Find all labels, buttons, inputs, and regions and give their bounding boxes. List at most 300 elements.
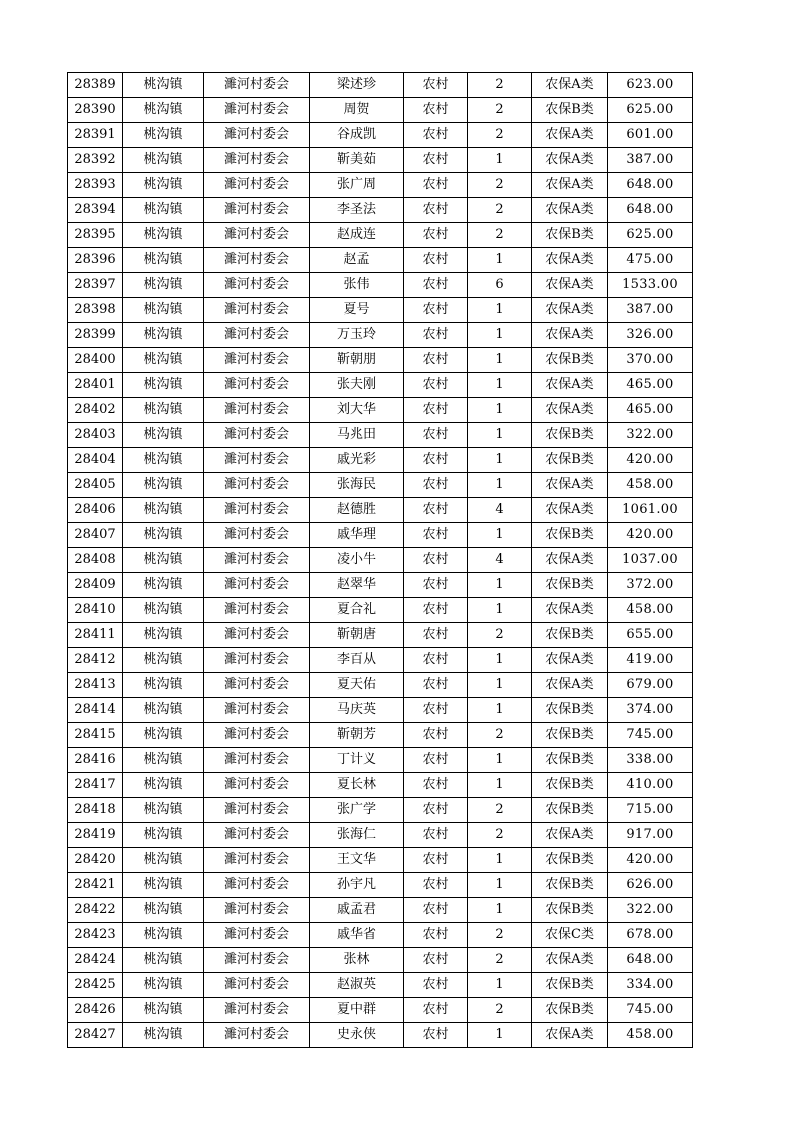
table-row: [68, 73, 693, 98]
household-type-cell: 农村: [404, 473, 468, 498]
people-count-cell: 1: [468, 598, 532, 623]
household-type-cell: 农村: [404, 998, 468, 1023]
household-type-cell: 农村: [404, 723, 468, 748]
people-count-cell: 2: [468, 948, 532, 973]
people-count-cell: 6: [468, 273, 532, 298]
name-cell: 李圣法: [310, 198, 404, 223]
village-committee-cell: 濉河村委会: [204, 248, 310, 273]
serial-number-cell: 28427: [68, 1023, 123, 1048]
town-cell: 桃沟镇: [123, 523, 204, 548]
amount-cell: 601.00: [608, 123, 693, 148]
people-count-cell: 1: [468, 673, 532, 698]
village-committee-cell: 濉河村委会: [204, 773, 310, 798]
household-type-cell: 农村: [404, 973, 468, 998]
table-row: [68, 623, 693, 648]
people-count-cell: 1: [468, 148, 532, 173]
insurance-category-cell: 农保A类: [532, 173, 608, 198]
household-type-cell: 农村: [404, 498, 468, 523]
amount-cell: 648.00: [608, 173, 693, 198]
people-count-cell: 2: [468, 923, 532, 948]
people-count-cell: 1: [468, 323, 532, 348]
table-row: [68, 798, 693, 823]
village-committee-cell: 濉河村委会: [204, 598, 310, 623]
village-committee-cell: 濉河村委会: [204, 573, 310, 598]
village-committee-cell: 濉河村委会: [204, 798, 310, 823]
amount-cell: 626.00: [608, 873, 693, 898]
village-committee-cell: 濉河村委会: [204, 373, 310, 398]
amount-cell: 326.00: [608, 323, 693, 348]
amount-cell: 679.00: [608, 673, 693, 698]
insurance-category-cell: 农保A类: [532, 273, 608, 298]
serial-number-cell: 28402: [68, 398, 123, 423]
town-cell: 桃沟镇: [123, 773, 204, 798]
town-cell: 桃沟镇: [123, 123, 204, 148]
town-cell: 桃沟镇: [123, 273, 204, 298]
amount-cell: 475.00: [608, 248, 693, 273]
people-count-cell: 1: [468, 848, 532, 873]
town-cell: 桃沟镇: [123, 1023, 204, 1048]
serial-number-cell: 28409: [68, 573, 123, 598]
household-type-cell: 农村: [404, 523, 468, 548]
people-count-cell: 2: [468, 998, 532, 1023]
people-count-cell: 1: [468, 648, 532, 673]
insurance-category-cell: 农保B类: [532, 448, 608, 473]
serial-number-cell: 28426: [68, 998, 123, 1023]
village-committee-cell: 濉河村委会: [204, 548, 310, 573]
insurance-category-cell: 农保B类: [532, 223, 608, 248]
village-committee-cell: 濉河村委会: [204, 873, 310, 898]
relief-roster-table: [67, 72, 693, 1048]
insurance-category-cell: 农保A类: [532, 398, 608, 423]
name-cell: 李百从: [310, 648, 404, 673]
serial-number-cell: 28393: [68, 173, 123, 198]
household-type-cell: 农村: [404, 173, 468, 198]
table-row: [68, 773, 693, 798]
people-count-cell: 1: [468, 423, 532, 448]
household-type-cell: 农村: [404, 248, 468, 273]
household-type-cell: 农村: [404, 623, 468, 648]
town-cell: 桃沟镇: [123, 298, 204, 323]
name-cell: 谷成凯: [310, 123, 404, 148]
name-cell: 靳美茹: [310, 148, 404, 173]
amount-cell: 1533.00: [608, 273, 693, 298]
table-row: [68, 473, 693, 498]
insurance-category-cell: 农保C类: [532, 923, 608, 948]
table-row: [68, 873, 693, 898]
serial-number-cell: 28420: [68, 848, 123, 873]
amount-cell: 410.00: [608, 773, 693, 798]
household-type-cell: 农村: [404, 298, 468, 323]
insurance-category-cell: 农保A类: [532, 648, 608, 673]
table-row: [68, 1023, 693, 1048]
household-type-cell: 农村: [404, 648, 468, 673]
town-cell: 桃沟镇: [123, 823, 204, 848]
village-committee-cell: 濉河村委会: [204, 473, 310, 498]
insurance-category-cell: 农保A类: [532, 1023, 608, 1048]
amount-cell: 715.00: [608, 798, 693, 823]
amount-cell: 625.00: [608, 223, 693, 248]
amount-cell: 419.00: [608, 648, 693, 673]
name-cell: 孙宇凡: [310, 873, 404, 898]
serial-number-cell: 28419: [68, 823, 123, 848]
village-committee-cell: 濉河村委会: [204, 673, 310, 698]
table-row: [68, 123, 693, 148]
name-cell: 王文华: [310, 848, 404, 873]
serial-number-cell: 28413: [68, 673, 123, 698]
table-row: [68, 148, 693, 173]
amount-cell: 917.00: [608, 823, 693, 848]
name-cell: 靳朝朋: [310, 348, 404, 373]
name-cell: 戚孟君: [310, 898, 404, 923]
serial-number-cell: 28399: [68, 323, 123, 348]
town-cell: 桃沟镇: [123, 398, 204, 423]
name-cell: 赵淑英: [310, 973, 404, 998]
people-count-cell: 4: [468, 498, 532, 523]
household-type-cell: 农村: [404, 773, 468, 798]
amount-cell: 648.00: [608, 948, 693, 973]
name-cell: 周贺: [310, 98, 404, 123]
amount-cell: 465.00: [608, 398, 693, 423]
insurance-category-cell: 农保B类: [532, 998, 608, 1023]
household-type-cell: 农村: [404, 923, 468, 948]
serial-number-cell: 28421: [68, 873, 123, 898]
people-count-cell: 1: [468, 973, 532, 998]
town-cell: 桃沟镇: [123, 148, 204, 173]
table-row: [68, 448, 693, 473]
serial-number-cell: 28404: [68, 448, 123, 473]
people-count-cell: 2: [468, 123, 532, 148]
insurance-category-cell: 农保B类: [532, 848, 608, 873]
table-row: [68, 823, 693, 848]
name-cell: 张广周: [310, 173, 404, 198]
village-committee-cell: 濉河村委会: [204, 173, 310, 198]
household-type-cell: 农村: [404, 548, 468, 573]
household-type-cell: 农村: [404, 423, 468, 448]
amount-cell: 338.00: [608, 748, 693, 773]
household-type-cell: 农村: [404, 698, 468, 723]
serial-number-cell: 28425: [68, 973, 123, 998]
serial-number-cell: 28398: [68, 298, 123, 323]
amount-cell: 420.00: [608, 448, 693, 473]
household-type-cell: 农村: [404, 848, 468, 873]
household-type-cell: 农村: [404, 873, 468, 898]
insurance-category-cell: 农保A类: [532, 823, 608, 848]
people-count-cell: 1: [468, 898, 532, 923]
town-cell: 桃沟镇: [123, 698, 204, 723]
people-count-cell: 1: [468, 573, 532, 598]
amount-cell: 745.00: [608, 998, 693, 1023]
household-type-cell: 农村: [404, 373, 468, 398]
serial-number-cell: 28416: [68, 748, 123, 773]
household-type-cell: 农村: [404, 348, 468, 373]
name-cell: 丁计义: [310, 748, 404, 773]
people-count-cell: 2: [468, 798, 532, 823]
insurance-category-cell: 农保B类: [532, 573, 608, 598]
village-committee-cell: 濉河村委会: [204, 98, 310, 123]
household-type-cell: 农村: [404, 73, 468, 98]
serial-number-cell: 28408: [68, 548, 123, 573]
serial-number-cell: 28415: [68, 723, 123, 748]
village-committee-cell: 濉河村委会: [204, 198, 310, 223]
village-committee-cell: 濉河村委会: [204, 448, 310, 473]
table-row: [68, 648, 693, 673]
table-row: [68, 98, 693, 123]
amount-cell: 1037.00: [608, 548, 693, 573]
name-cell: 凌小牛: [310, 548, 404, 573]
people-count-cell: 1: [468, 748, 532, 773]
people-count-cell: 2: [468, 98, 532, 123]
insurance-category-cell: 农保A类: [532, 148, 608, 173]
village-committee-cell: 濉河村委会: [204, 73, 310, 98]
serial-number-cell: 28394: [68, 198, 123, 223]
table-row: [68, 498, 693, 523]
amount-cell: 420.00: [608, 848, 693, 873]
amount-cell: 370.00: [608, 348, 693, 373]
serial-number-cell: 28401: [68, 373, 123, 398]
people-count-cell: 2: [468, 223, 532, 248]
name-cell: 戚华理: [310, 523, 404, 548]
serial-number-cell: 28410: [68, 598, 123, 623]
village-committee-cell: 濉河村委会: [204, 648, 310, 673]
insurance-category-cell: 农保A类: [532, 548, 608, 573]
name-cell: 夏号: [310, 298, 404, 323]
name-cell: 梁述珍: [310, 73, 404, 98]
amount-cell: 625.00: [608, 98, 693, 123]
amount-cell: 334.00: [608, 973, 693, 998]
insurance-category-cell: 农保B类: [532, 973, 608, 998]
name-cell: 赵成连: [310, 223, 404, 248]
amount-cell: 458.00: [608, 1023, 693, 1048]
amount-cell: 372.00: [608, 573, 693, 598]
town-cell: 桃沟镇: [123, 173, 204, 198]
town-cell: 桃沟镇: [123, 373, 204, 398]
household-type-cell: 农村: [404, 123, 468, 148]
table-row: [68, 973, 693, 998]
village-committee-cell: 濉河村委会: [204, 723, 310, 748]
town-cell: 桃沟镇: [123, 973, 204, 998]
table-row: [68, 198, 693, 223]
table-row: [68, 998, 693, 1023]
serial-number-cell: 28422: [68, 898, 123, 923]
table-body: [68, 73, 693, 1048]
name-cell: 靳朝唐: [310, 623, 404, 648]
amount-cell: 623.00: [608, 73, 693, 98]
name-cell: 马兆田: [310, 423, 404, 448]
insurance-category-cell: 农保B类: [532, 423, 608, 448]
serial-number-cell: 28411: [68, 623, 123, 648]
table-row: [68, 898, 693, 923]
table-row: [68, 723, 693, 748]
name-cell: 赵孟: [310, 248, 404, 273]
village-committee-cell: 濉河村委会: [204, 273, 310, 298]
table-row: [68, 548, 693, 573]
table-row: [68, 248, 693, 273]
name-cell: 靳朝芳: [310, 723, 404, 748]
insurance-category-cell: 农保A类: [532, 123, 608, 148]
village-committee-cell: 濉河村委会: [204, 298, 310, 323]
name-cell: 刘大华: [310, 398, 404, 423]
name-cell: 张伟: [310, 273, 404, 298]
people-count-cell: 2: [468, 198, 532, 223]
people-count-cell: 2: [468, 723, 532, 748]
insurance-category-cell: 农保B类: [532, 623, 608, 648]
insurance-category-cell: 农保A类: [532, 248, 608, 273]
name-cell: 史永侠: [310, 1023, 404, 1048]
people-count-cell: 1: [468, 298, 532, 323]
people-count-cell: 1: [468, 348, 532, 373]
town-cell: 桃沟镇: [123, 198, 204, 223]
people-count-cell: 2: [468, 623, 532, 648]
serial-number-cell: 28396: [68, 248, 123, 273]
amount-cell: 374.00: [608, 698, 693, 723]
name-cell: 万玉玲: [310, 323, 404, 348]
household-type-cell: 农村: [404, 323, 468, 348]
people-count-cell: 1: [468, 473, 532, 498]
insurance-category-cell: 农保B类: [532, 748, 608, 773]
amount-cell: 648.00: [608, 198, 693, 223]
serial-number-cell: 28390: [68, 98, 123, 123]
people-count-cell: 1: [468, 1023, 532, 1048]
name-cell: 张广学: [310, 798, 404, 823]
serial-number-cell: 28397: [68, 273, 123, 298]
town-cell: 桃沟镇: [123, 548, 204, 573]
table-row: [68, 398, 693, 423]
household-type-cell: 农村: [404, 148, 468, 173]
town-cell: 桃沟镇: [123, 323, 204, 348]
town-cell: 桃沟镇: [123, 623, 204, 648]
people-count-cell: 1: [468, 248, 532, 273]
town-cell: 桃沟镇: [123, 673, 204, 698]
table-row: [68, 223, 693, 248]
people-count-cell: 1: [468, 373, 532, 398]
people-count-cell: 1: [468, 448, 532, 473]
town-cell: 桃沟镇: [123, 573, 204, 598]
town-cell: 桃沟镇: [123, 73, 204, 98]
insurance-category-cell: 农保A类: [532, 473, 608, 498]
village-committee-cell: 濉河村委会: [204, 748, 310, 773]
village-committee-cell: 濉河村委会: [204, 923, 310, 948]
amount-cell: 745.00: [608, 723, 693, 748]
insurance-category-cell: 农保A类: [532, 673, 608, 698]
town-cell: 桃沟镇: [123, 598, 204, 623]
table-row: [68, 373, 693, 398]
table-row: [68, 573, 693, 598]
village-committee-cell: 濉河村委会: [204, 848, 310, 873]
household-type-cell: 农村: [404, 948, 468, 973]
amount-cell: 322.00: [608, 423, 693, 448]
village-committee-cell: 濉河村委会: [204, 623, 310, 648]
town-cell: 桃沟镇: [123, 873, 204, 898]
village-committee-cell: 濉河村委会: [204, 123, 310, 148]
table-row: [68, 948, 693, 973]
table-row: [68, 173, 693, 198]
people-count-cell: 2: [468, 823, 532, 848]
insurance-category-cell: 农保A类: [532, 498, 608, 523]
village-committee-cell: 濉河村委会: [204, 523, 310, 548]
town-cell: 桃沟镇: [123, 223, 204, 248]
household-type-cell: 农村: [404, 573, 468, 598]
village-committee-cell: 濉河村委会: [204, 998, 310, 1023]
table-row: [68, 323, 693, 348]
insurance-category-cell: 农保B类: [532, 723, 608, 748]
town-cell: 桃沟镇: [123, 723, 204, 748]
serial-number-cell: 28417: [68, 773, 123, 798]
insurance-category-cell: 农保A类: [532, 373, 608, 398]
amount-cell: 387.00: [608, 148, 693, 173]
serial-number-cell: 28407: [68, 523, 123, 548]
insurance-category-cell: 农保A类: [532, 298, 608, 323]
table-row: [68, 273, 693, 298]
name-cell: 戚光彩: [310, 448, 404, 473]
amount-cell: 458.00: [608, 473, 693, 498]
village-committee-cell: 濉河村委会: [204, 898, 310, 923]
town-cell: 桃沟镇: [123, 923, 204, 948]
table-row: [68, 748, 693, 773]
town-cell: 桃沟镇: [123, 948, 204, 973]
village-committee-cell: 濉河村委会: [204, 398, 310, 423]
people-count-cell: 1: [468, 873, 532, 898]
town-cell: 桃沟镇: [123, 798, 204, 823]
serial-number-cell: 28406: [68, 498, 123, 523]
name-cell: 夏中群: [310, 998, 404, 1023]
town-cell: 桃沟镇: [123, 348, 204, 373]
village-committee-cell: 濉河村委会: [204, 148, 310, 173]
insurance-category-cell: 农保B类: [532, 773, 608, 798]
table-row: [68, 598, 693, 623]
household-type-cell: 农村: [404, 748, 468, 773]
people-count-cell: 2: [468, 173, 532, 198]
village-committee-cell: 濉河村委会: [204, 698, 310, 723]
insurance-category-cell: 农保B类: [532, 898, 608, 923]
village-committee-cell: 濉河村委会: [204, 498, 310, 523]
name-cell: 马庆英: [310, 698, 404, 723]
table-row: [68, 523, 693, 548]
town-cell: 桃沟镇: [123, 848, 204, 873]
village-committee-cell: 濉河村委会: [204, 223, 310, 248]
name-cell: 戚华省: [310, 923, 404, 948]
amount-cell: 465.00: [608, 373, 693, 398]
name-cell: 张海仁: [310, 823, 404, 848]
name-cell: 夏合礼: [310, 598, 404, 623]
village-committee-cell: 濉河村委会: [204, 948, 310, 973]
insurance-category-cell: 农保B类: [532, 98, 608, 123]
name-cell: 夏天佑: [310, 673, 404, 698]
serial-number-cell: 28424: [68, 948, 123, 973]
table-row: [68, 298, 693, 323]
amount-cell: 655.00: [608, 623, 693, 648]
serial-number-cell: 28418: [68, 798, 123, 823]
town-cell: 桃沟镇: [123, 448, 204, 473]
amount-cell: 1061.00: [608, 498, 693, 523]
serial-number-cell: 28423: [68, 923, 123, 948]
table-row: [68, 423, 693, 448]
people-count-cell: 4: [468, 548, 532, 573]
serial-number-cell: 28414: [68, 698, 123, 723]
name-cell: 赵翠华: [310, 573, 404, 598]
household-type-cell: 农村: [404, 98, 468, 123]
insurance-category-cell: 农保B类: [532, 798, 608, 823]
name-cell: 张林: [310, 948, 404, 973]
village-committee-cell: 濉河村委会: [204, 1023, 310, 1048]
serial-number-cell: 28400: [68, 348, 123, 373]
amount-cell: 387.00: [608, 298, 693, 323]
insurance-category-cell: 农保A类: [532, 73, 608, 98]
name-cell: 张海民: [310, 473, 404, 498]
household-type-cell: 农村: [404, 273, 468, 298]
town-cell: 桃沟镇: [123, 98, 204, 123]
town-cell: 桃沟镇: [123, 898, 204, 923]
village-committee-cell: 濉河村委会: [204, 423, 310, 448]
